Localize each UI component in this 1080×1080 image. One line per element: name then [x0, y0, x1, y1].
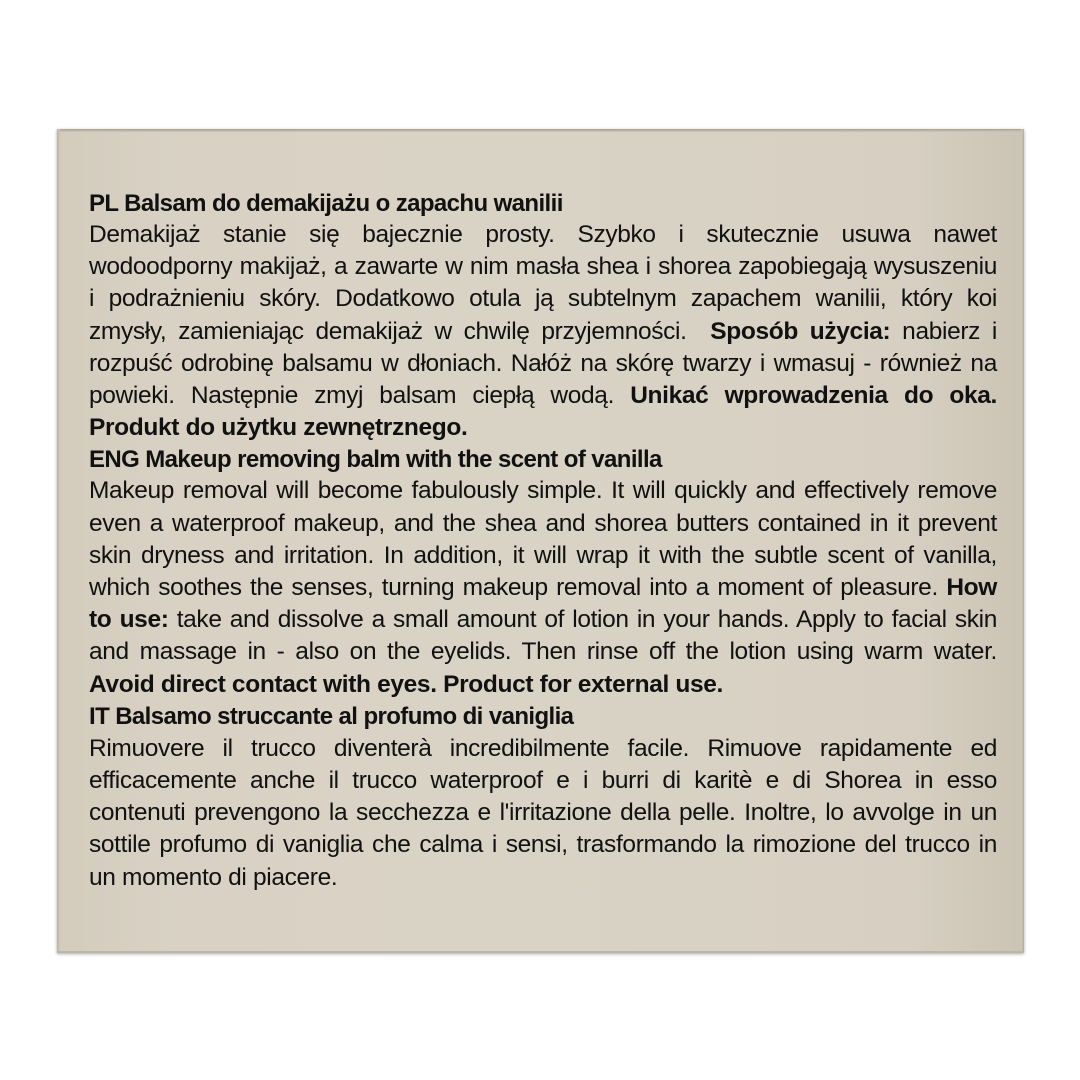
pl-heading: PL Balsam do demakijażu o zapachu wanilii [89, 190, 563, 217]
section-pl [89, 188, 997, 444]
section-eng [89, 444, 997, 700]
package-right-edge [1021, 129, 1024, 953]
eng-warning: Avoid direct contact with eyes. Product for external use. [89, 670, 724, 698]
eng-body: Makeup removal will become fabulously simple. It will quickly and effectively remove even a waterproof makeup, and the shea and shorea butters contained in it prevent skin dryness and irritation. In addition, it will wrap it with the subtle scent of vanilla, which soothes the senses, turning makeup removal into a moment of pleasure. [89, 477, 997, 602]
pl-usage-text: nabierz i rozpuść odrobinę balsamu w dłoniach. Nałóż na skórę twarzy i wmasuj - również na powieki. Następnie zmyj balsam ciepłą wodą. [89, 317, 997, 410]
label-text-block [89, 188, 997, 894]
package-left-edge [57, 129, 60, 953]
package-bottom-edge [57, 951, 1024, 953]
eng-usage-text: take and dissolve a small amount of lotion in your hands. Apply to facial skin and massage in - also on the eyelids. Then rinse off the lotion using warm water. [89, 606, 997, 666]
pl-usage-label: Sposób użycia: [710, 317, 891, 345]
pl-warning: Unikać wprowadzenia do oka. Produkt do użytku zewnętrznego. [89, 382, 997, 442]
pl-description [89, 219, 997, 444]
eng-heading: ENG Makeup removing balm with the scent of vanilla [89, 446, 662, 474]
it-body: Rimuovere il trucco diventerà incredibilmente facile. Rimuove rapidamente ed efficacemente anche il trucco waterproof e i burri di karitè e di Shorea in esso contenuti prevengono la secchezza e l'irritazione della pelle. Inoltre, lo avvolge in un sottile profumo di vaniglia che calma i sensi, trasformando la rimozione del trucco in un momento di piacere. [89, 734, 997, 891]
package-top-edge [57, 129, 1024, 132]
section-it [89, 701, 997, 894]
it-heading: IT Balsamo struccante al profumo di vaniglia [89, 702, 574, 730]
eng-description [89, 475, 997, 700]
pl-body: Demakijaż stanie się bajecznie prosty. Szybko i skutecznie usuwa nawet wodoodporny makijaż, a zawarte w nim masła shea i shorea zapobiegają wysuszeniu i podrażnieniu skóry. Dodatkowo otula ją subtelnym zapachem wanilii, który koi zmysły, zamieniając demakijaż w chwilę przyjemności. [89, 221, 997, 345]
it-description [89, 733, 997, 894]
eng-usage-label: How to use: [89, 574, 997, 634]
